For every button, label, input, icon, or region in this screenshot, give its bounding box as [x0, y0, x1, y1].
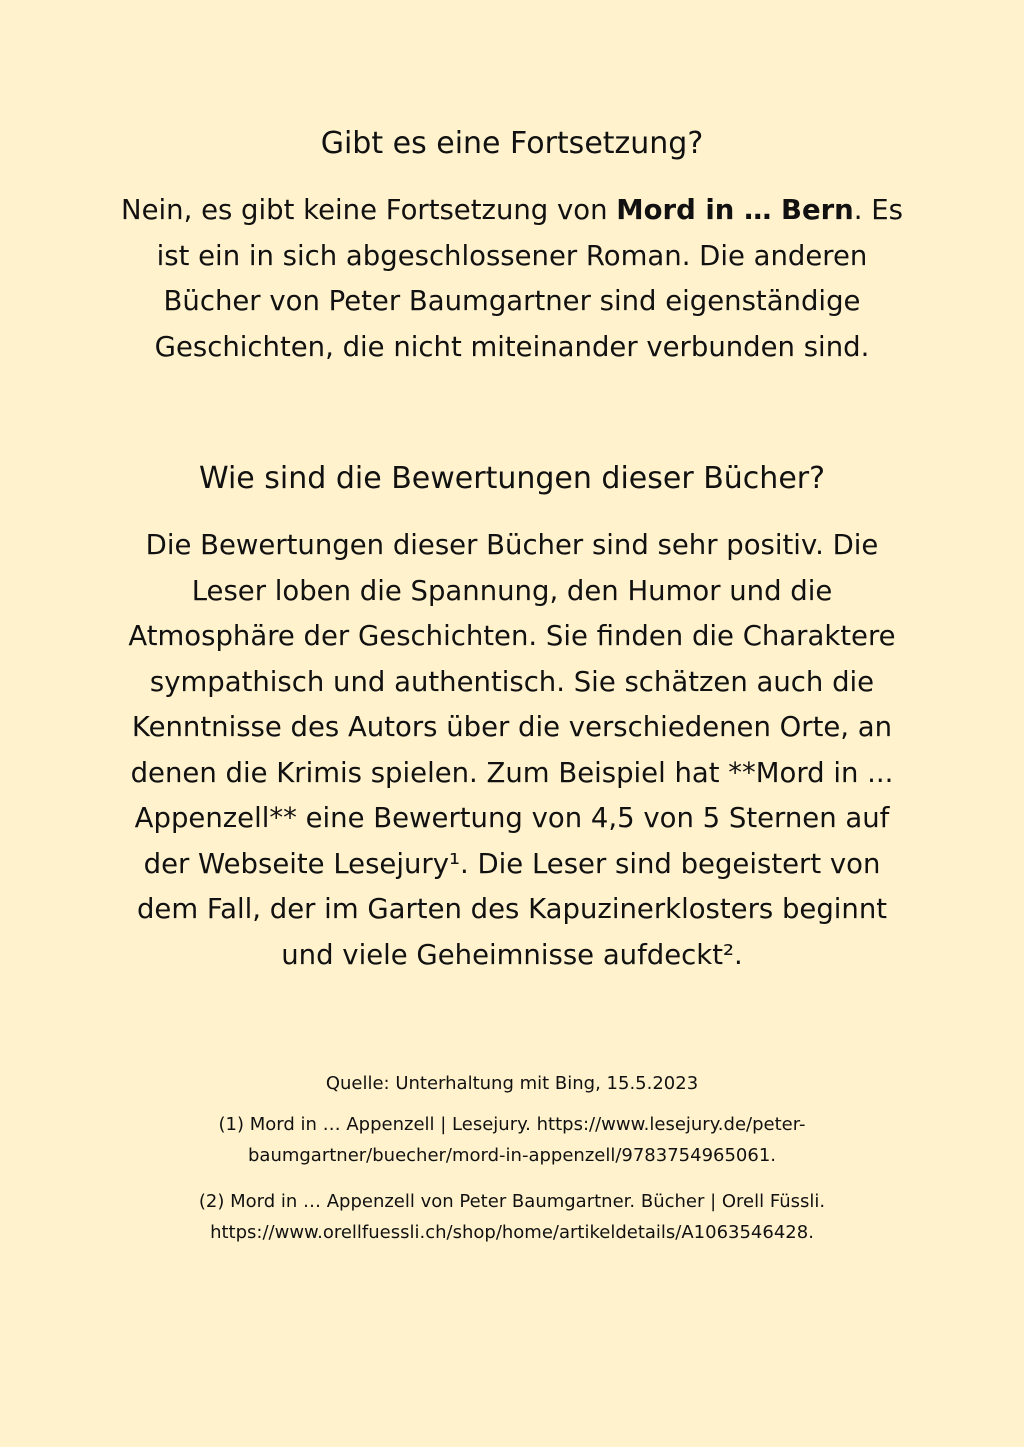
heading-sequel: Gibt es eine Fortsetzung?	[320, 126, 704, 161]
source-heading: Quelle: Unterhaltung mit Bing, 15.5.2023	[325, 1073, 699, 1094]
paragraph-sequel	[110, 188, 914, 370]
paragraph-ratings: Die Bewertungen dieser Bücher sind sehr positiv. Die Leser loben die Spannung, den Humor und die Atmosphäre der Geschichten. Sie finden die Charaktere sympathisch und authentisch. Sie schätzen auch die Kenntnisse des Autors über die verschiedenen Orte, an denen die Krimis spielen. Zum Beispiel hat **Mord in ... Appenzell** eine Bewertung von 4,5 von 5 Sternen auf der Webseite Lesejury¹. Die Leser sind begeistert von dem Fall, der im Garten des Kapuzinerklosters beginnt und viele Geheimnisse aufdeckt².	[128, 529, 896, 971]
sources-block	[140, 1068, 884, 1263]
heading-ratings: Wie sind die Bewertungen dieser Bücher?	[198, 461, 826, 496]
section-sequel	[110, 124, 914, 370]
source-item-1: (1) Mord in … Appenzell | Lesejury. https://www.lesejury.de/peter-baumgartner/buecher/mord-in-appenzell/9783754965061.	[218, 1114, 806, 1166]
paragraph-sequel-start: Nein, es gibt keine Fortsetzung von	[121, 194, 617, 226]
section-ratings	[110, 459, 914, 978]
source-item-2: (2) Mord in … Appenzell von Peter Baumgartner. Bücher | Orell Füssli. https://www.orellfuessli.ch/shop/home/artikeldetails/A1063546428.	[198, 1191, 826, 1243]
book-title-bold: Mord in … Bern	[616, 194, 854, 226]
paragraph-sequel-end: . Es ist ein in sich abgeschlossener Roman. Die anderen Bücher von Peter Baumgartner sind eigenständige Geschichten, die nicht miteinander verbunden sind.	[154, 194, 903, 363]
